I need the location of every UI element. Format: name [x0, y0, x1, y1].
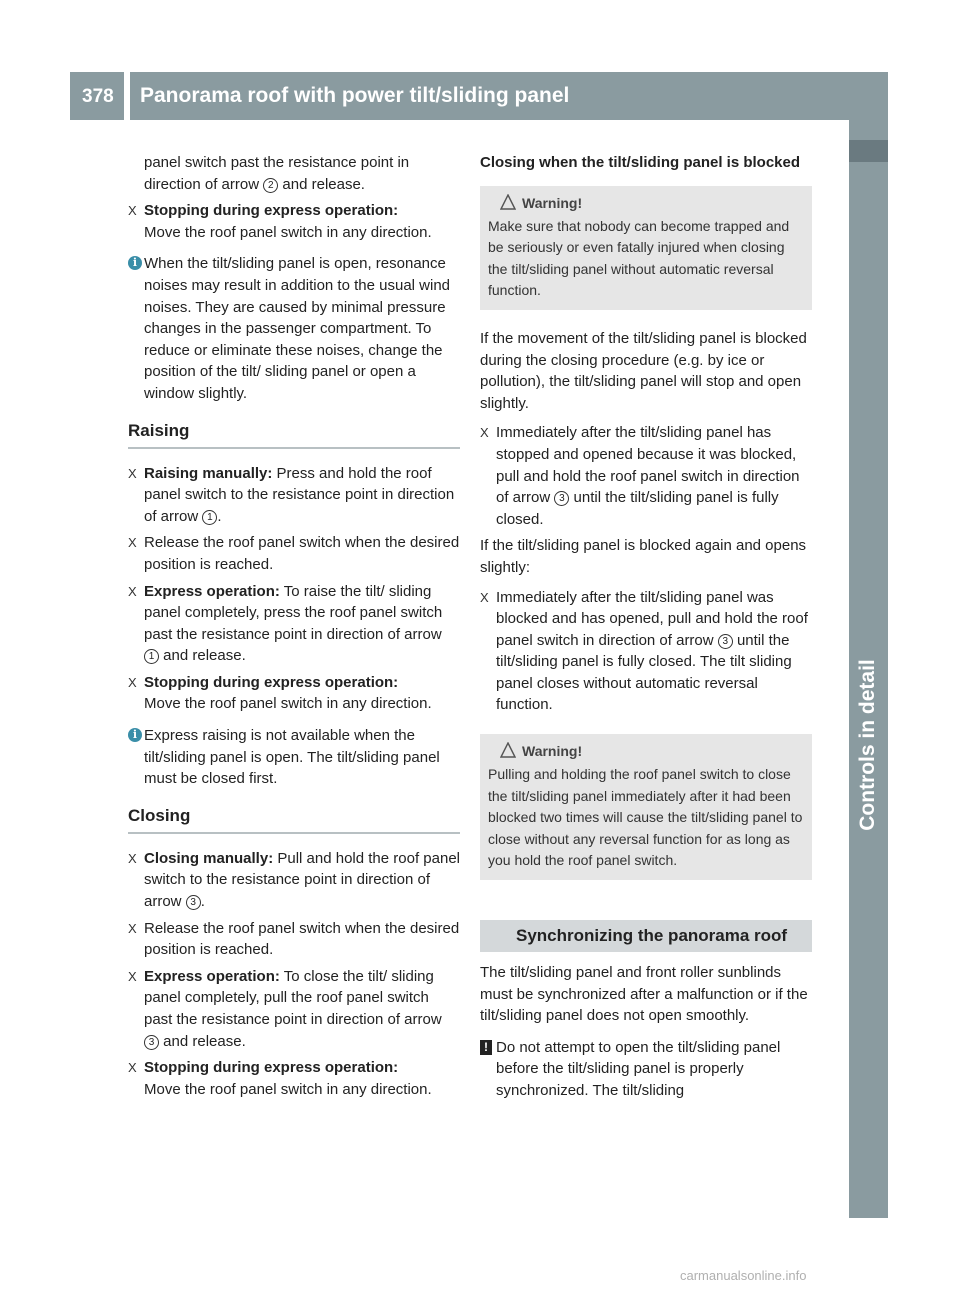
step-stop-express: X Stopping during express operation: Move the roof panel switch in any direction.: [128, 202, 432, 241]
info-icon: i: [128, 256, 142, 270]
info-icon: i: [128, 728, 142, 742]
warning-text: Pulling and holding the roof panel switch to close the tilt/sliding panel immediately after it had been blocked two times will cause the tilt/sliding panel to close without any reversal function for as long as you hold the roof panel switch.: [488, 766, 803, 869]
section-synchronizing: Synchronizing the panorama roof: [480, 920, 812, 952]
paragraph: If the movement of the tilt/sliding panel is blocked during the closing procedure (e.g. by ice or pollution), the tilt/sliding panel will stop and open slightly.: [480, 329, 807, 412]
step-raising-manual: X Raising manually: Press and hold the roof panel switch to the resistance point in direction of arrow 1 .: [128, 464, 455, 525]
caution-note: ! Do not attempt to open the tilt/sliding panel before the tilt/sliding panel is properly synchronized. The tilt/sliding: [480, 1037, 812, 1102]
step-release: X Release the roof panel switch when the desired position is reached.: [128, 534, 460, 573]
header-divider: [124, 72, 130, 120]
section-raising: Raising: [128, 421, 460, 449]
warning-title: Warning!: [488, 740, 804, 762]
page-title: Panorama roof with power tilt/sliding panel: [140, 84, 570, 107]
paragraph: If the tilt/sliding panel is blocked again and opens slightly:: [480, 537, 807, 576]
watermark: carmanualsonline.info: [680, 1268, 807, 1283]
side-tab-label: Controls in detail: [856, 659, 879, 831]
arrow-number: 1: [202, 510, 217, 525]
side-tab-marker: [849, 140, 888, 162]
section-closing: Closing: [128, 806, 460, 834]
arrow-number: 3: [144, 1035, 159, 1050]
warning-box: [480, 734, 812, 880]
step-express-raise: X Express operation: To raise the tilt/ sliding panel completely, press the roof panel switch past the resistance point in direction of arrow 1 and release.: [128, 582, 443, 665]
paragraph: The tilt/sliding panel and front roller sunblinds must be synchronized after a malfunction or if the tilt/sliding panel does not open smoothly.: [480, 964, 808, 1025]
arrow-number: 3: [186, 895, 201, 910]
continued-text: panel switch past the resistance point in direction of arrow 2 and release.: [144, 154, 410, 193]
arrow-bullet-icon: X: [128, 465, 137, 481]
warning-icon: [500, 194, 516, 210]
arrow-number: 3: [718, 634, 733, 649]
arrow-bullet-icon: X: [128, 203, 137, 219]
arrow-number: 1: [144, 649, 159, 664]
arrow-number: 2: [263, 178, 278, 193]
step-stop-express: X Stopping during express operation: Move the roof panel switch in any direction.: [128, 1059, 432, 1098]
arrow-number: 3: [554, 491, 569, 506]
left-column: [128, 152, 460, 1105]
page-number: 378: [82, 86, 114, 107]
warning-icon: [500, 742, 516, 758]
warning-title: Warning!: [488, 192, 804, 214]
arrow-bullet-icon: X: [128, 674, 137, 690]
arrow-bullet-icon: X: [128, 920, 137, 936]
right-column: [480, 152, 812, 1107]
warning-text: Make sure that nobody can become trapped and be seriously or even fatally injured when closing the tilt/sliding panel without automatic reversal function.: [488, 217, 790, 299]
warning-box: [480, 186, 812, 310]
arrow-bullet-icon: X: [128, 968, 137, 984]
step-express-close: X Express operation: To close the tilt/ sliding panel completely, pull the roof panel switch past the resistance point in direction of arrow 3 and release.: [128, 967, 442, 1050]
arrow-bullet-icon: X: [480, 589, 489, 605]
step-closing-manual: X Closing manually: Pull and hold the roof panel switch to the resistance point in direction of arrow 3 .: [128, 849, 460, 911]
step-stop-express: X Stopping during express operation: Move the roof panel switch in any direction.: [128, 673, 432, 713]
step-close-after-block: X Immediately after the tilt/sliding panel has stopped and opened because it was blocked, pull and hold the roof panel switch in direction of arrow 3 until the tilt/sliding panel is fully closed.: [480, 424, 800, 528]
step-release: X Release the roof panel switch when the desired position is reached.: [128, 919, 460, 959]
arrow-bullet-icon: X: [128, 850, 137, 866]
info-note: i When the tilt/sliding panel is open, resonance noises may result in addition to the usual wind noises. They are caused by minimal pressure changes in the passenger compartment. To reduce or eliminate these noises, change the position of the tilt/ sliding panel or open a window slightly.: [128, 253, 460, 404]
arrow-bullet-icon: X: [128, 583, 137, 599]
heading-blocked: Closing when the tilt/sliding panel is blocked: [480, 154, 801, 171]
caution-icon: !: [480, 1040, 492, 1055]
arrow-bullet-icon: X: [128, 1060, 137, 1076]
arrow-bullet-icon: X: [480, 425, 489, 441]
info-note: i Express raising is not available when the tilt/sliding panel is open. The tilt/sliding panel must be closed first.: [128, 725, 460, 790]
step-close-after-second-block: X Immediately after the tilt/sliding panel was blocked and has opened, pull and hold the roof panel switch in direction of arrow 3 until the tilt/sliding panel is fully closed. The tilt sliding panel closes without automatic reversal function.: [480, 588, 808, 714]
arrow-bullet-icon: X: [128, 535, 137, 551]
